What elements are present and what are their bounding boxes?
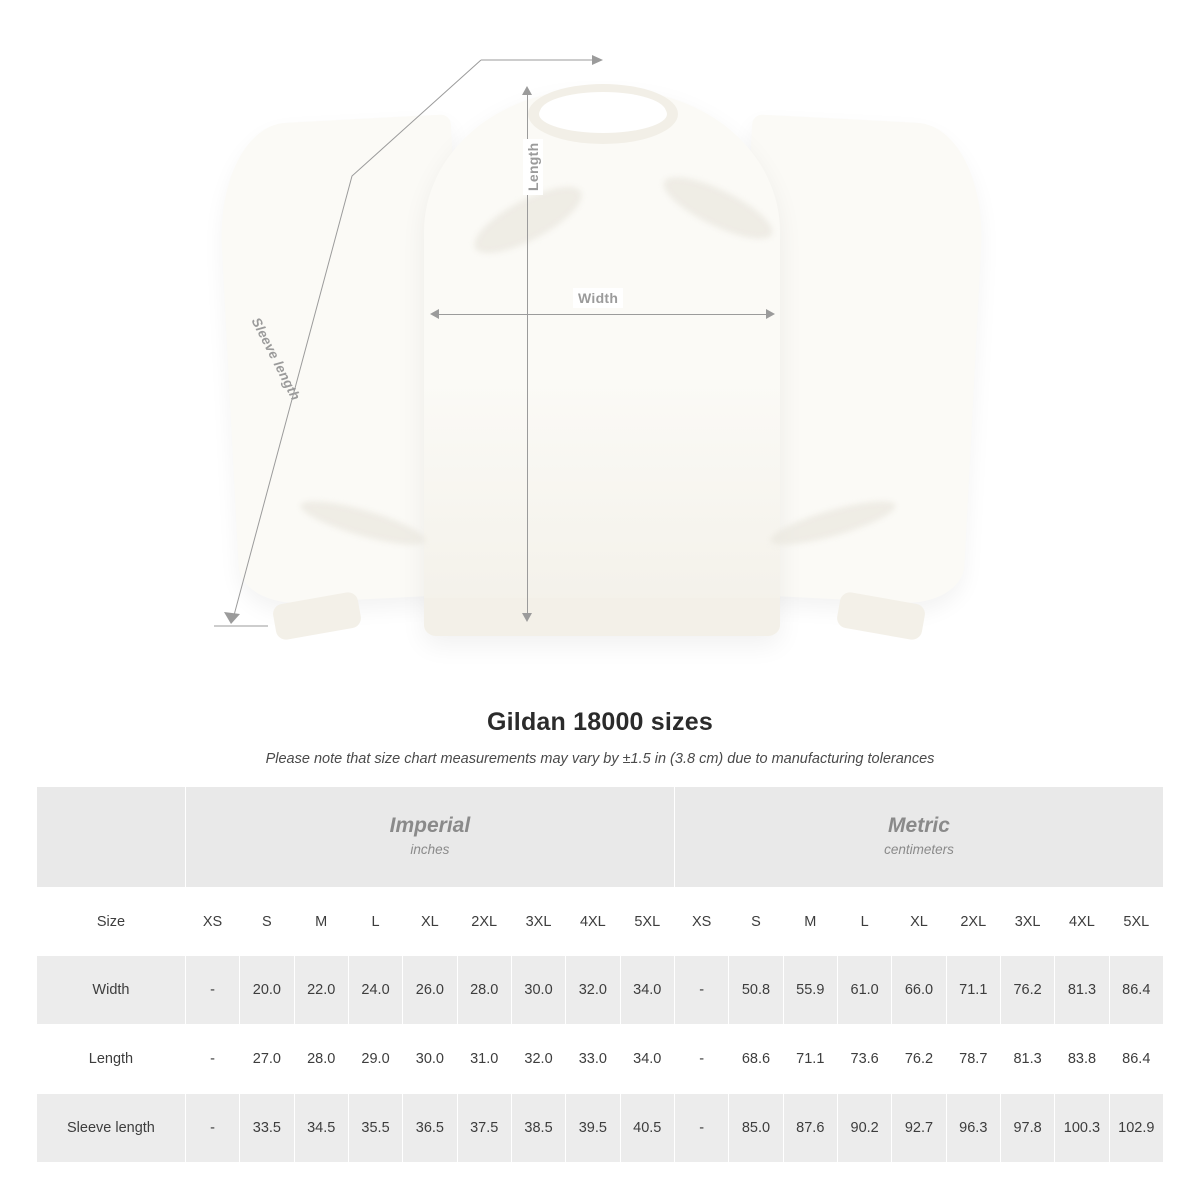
- garment-collar-opening: [540, 92, 666, 132]
- table-row-length: [37, 1025, 1164, 1094]
- cell-sleeve-met-4xl: 100.3: [1055, 1094, 1109, 1163]
- cell-width-imp-5xl: 34.0: [620, 956, 674, 1025]
- cell-width-imp-4xl: 32.0: [566, 956, 620, 1025]
- garment-hem: [424, 598, 780, 636]
- unit-title-imperial: Imperial: [389, 814, 471, 838]
- unit-subtitle-imperial: inches: [410, 842, 450, 858]
- cell-sleeve-met-l: 90.2: [837, 1094, 891, 1163]
- size-header-row: [37, 888, 1164, 956]
- unit-header-row: [37, 787, 1164, 888]
- unit-header-imperial: [185, 787, 674, 888]
- size-header-imperial-5xl: 5XL: [620, 888, 674, 956]
- size-header-metric-l: L: [837, 888, 891, 956]
- cell-width-imp-l: 24.0: [348, 956, 402, 1025]
- size-header-imperial-xl: XL: [403, 888, 457, 956]
- cell-length-imp-xs: -: [185, 1025, 239, 1094]
- cell-sleeve-imp-3xl: 38.5: [511, 1094, 565, 1163]
- row-label-width: Width: [37, 956, 186, 1025]
- cell-sleeve-met-xs: -: [674, 1094, 728, 1163]
- cell-sleeve-met-2xl: 96.3: [946, 1094, 1000, 1163]
- cell-length-imp-3xl: 32.0: [511, 1025, 565, 1094]
- cell-width-met-3xl: 76.2: [1000, 956, 1054, 1025]
- cell-length-met-xl: 76.2: [892, 1025, 946, 1094]
- sweatshirt-graphic: [228, 80, 976, 650]
- size-header-imperial-s: S: [240, 888, 294, 956]
- cell-length-met-5xl: 86.4: [1109, 1025, 1163, 1094]
- width-label: Width: [573, 288, 623, 308]
- size-header-imperial-3xl: 3XL: [511, 888, 565, 956]
- page-title: Gildan 18000 sizes: [487, 708, 713, 736]
- cell-sleeve-imp-2xl: 37.5: [457, 1094, 511, 1163]
- cell-width-imp-xs: -: [185, 956, 239, 1025]
- cell-width-met-xs: -: [674, 956, 728, 1025]
- cell-width-imp-s: 20.0: [240, 956, 294, 1025]
- cell-width-imp-xl: 26.0: [403, 956, 457, 1025]
- cell-sleeve-met-m: 87.6: [783, 1094, 837, 1163]
- size-header-imperial-m: M: [294, 888, 348, 956]
- cell-sleeve-imp-xs: -: [185, 1094, 239, 1163]
- cell-sleeve-met-xl: 92.7: [892, 1094, 946, 1163]
- cell-sleeve-met-3xl: 97.8: [1000, 1094, 1054, 1163]
- cell-length-met-l: 73.6: [837, 1025, 891, 1094]
- garment-body-shading: [424, 380, 780, 635]
- cell-length-imp-m: 28.0: [294, 1025, 348, 1094]
- unit-subtitle-metric: centimeters: [884, 842, 954, 858]
- cell-sleeve-imp-l: 35.5: [348, 1094, 402, 1163]
- cell-length-met-4xl: 83.8: [1055, 1025, 1109, 1094]
- size-header-metric-5xl: 5XL: [1109, 888, 1163, 956]
- size-header-metric-m: M: [783, 888, 837, 956]
- width-arrow-right: [766, 309, 775, 319]
- size-header-imperial-l: L: [348, 888, 402, 956]
- size-chart-table: [36, 786, 1164, 1163]
- cell-sleeve-imp-s: 33.5: [240, 1094, 294, 1163]
- cell-width-imp-3xl: 30.0: [511, 956, 565, 1025]
- size-header-metric-s: S: [729, 888, 783, 956]
- table-row-width: [37, 956, 1164, 1025]
- cell-length-imp-l: 29.0: [348, 1025, 402, 1094]
- cell-length-met-s: 68.6: [729, 1025, 783, 1094]
- cell-width-met-5xl: 86.4: [1109, 956, 1163, 1025]
- unit-header-blank: [37, 787, 186, 888]
- cell-length-imp-s: 27.0: [240, 1025, 294, 1094]
- cell-sleeve-imp-5xl: 40.5: [620, 1094, 674, 1163]
- cell-sleeve-imp-4xl: 39.5: [566, 1094, 620, 1163]
- tolerance-note: Please note that size chart measurements may vary by ±1.5 in (3.8 cm) due to manufacturing tolerances: [265, 751, 935, 767]
- size-header-metric-4xl: 4XL: [1055, 888, 1109, 956]
- cell-length-imp-xl: 30.0: [403, 1025, 457, 1094]
- size-header-label: Size: [37, 888, 186, 956]
- cell-length-met-xs: -: [674, 1025, 728, 1094]
- unit-title-metric: Metric: [888, 814, 950, 838]
- length-label: Length: [523, 139, 543, 195]
- cell-width-met-s: 50.8: [729, 956, 783, 1025]
- cell-length-imp-2xl: 31.0: [457, 1025, 511, 1094]
- cell-width-imp-m: 22.0: [294, 956, 348, 1025]
- cell-length-met-m: 71.1: [783, 1025, 837, 1094]
- cell-width-met-2xl: 71.1: [946, 956, 1000, 1025]
- sleeve-length-label: Sleeve length: [248, 315, 304, 403]
- width-measure-line: [437, 314, 773, 315]
- unit-header-metric: [674, 787, 1163, 888]
- cell-length-imp-5xl: 34.0: [620, 1025, 674, 1094]
- cell-sleeve-met-5xl: 102.9: [1109, 1094, 1163, 1163]
- size-header-imperial-2xl: 2XL: [457, 888, 511, 956]
- length-arrow-bottom: [522, 613, 532, 622]
- table-row-sleeve-length: [37, 1094, 1164, 1163]
- cell-length-met-3xl: 81.3: [1000, 1025, 1054, 1094]
- cell-width-met-l: 61.0: [837, 956, 891, 1025]
- size-header-imperial-xs: XS: [185, 888, 239, 956]
- width-arrow-left: [430, 309, 439, 319]
- row-label-length: Length: [37, 1025, 186, 1094]
- cell-length-imp-4xl: 33.0: [566, 1025, 620, 1094]
- cell-length-met-2xl: 78.7: [946, 1025, 1000, 1094]
- cell-width-met-m: 55.9: [783, 956, 837, 1025]
- cell-sleeve-imp-xl: 36.5: [403, 1094, 457, 1163]
- size-header-metric-3xl: 3XL: [1000, 888, 1054, 956]
- row-label-sleeve-length: Sleeve length: [37, 1094, 186, 1163]
- size-header-metric-xs: XS: [674, 888, 728, 956]
- cell-sleeve-met-s: 85.0: [729, 1094, 783, 1163]
- size-header-metric-2xl: 2XL: [946, 888, 1000, 956]
- size-chart-table-wrap: [36, 786, 1164, 1163]
- size-header-imperial-4xl: 4XL: [566, 888, 620, 956]
- size-header-metric-xl: XL: [892, 888, 946, 956]
- cell-width-met-4xl: 81.3: [1055, 956, 1109, 1025]
- cell-width-met-xl: 66.0: [892, 956, 946, 1025]
- cell-width-imp-2xl: 28.0: [457, 956, 511, 1025]
- length-arrow-top: [522, 86, 532, 95]
- cell-sleeve-imp-m: 34.5: [294, 1094, 348, 1163]
